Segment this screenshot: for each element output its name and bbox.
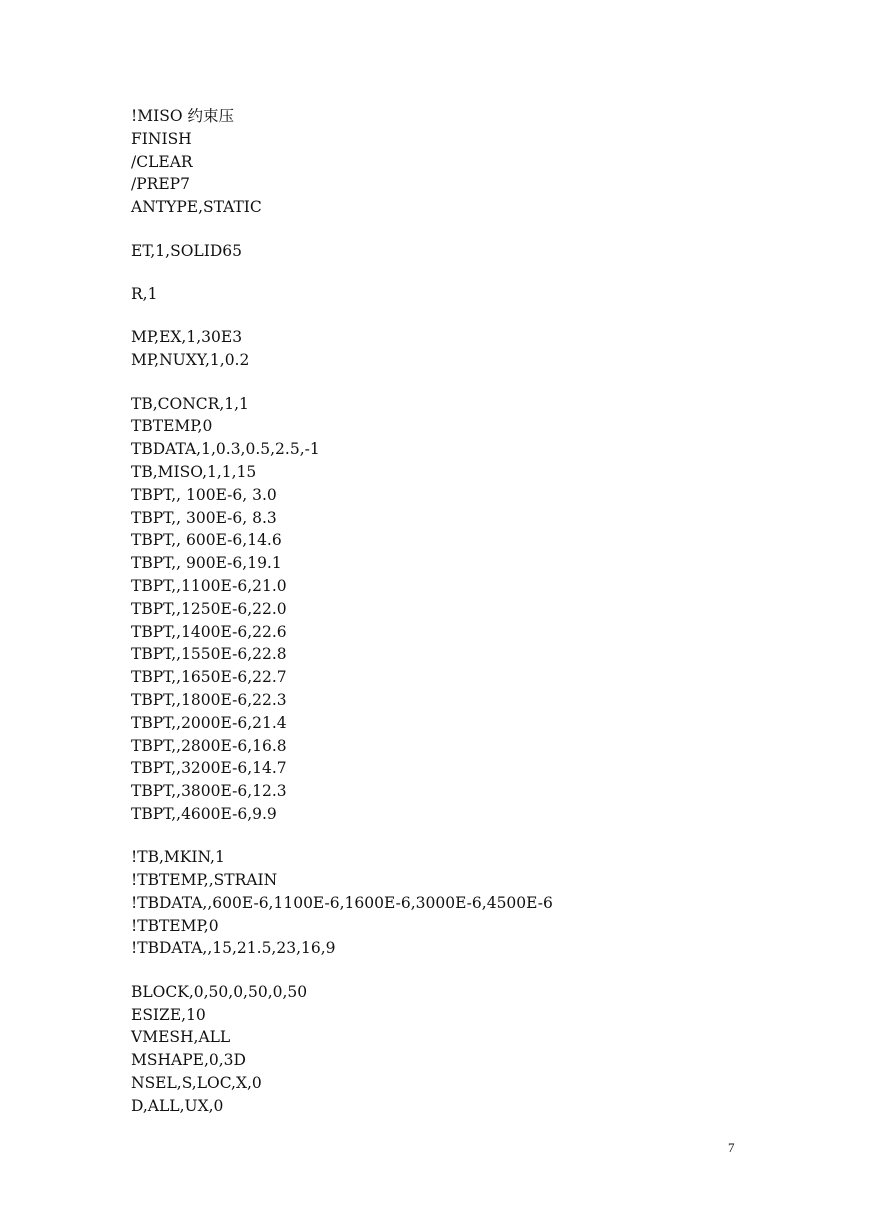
code-line: ESIZE,10 [131, 1005, 206, 1024]
code-line: TBPT,, 100E-6, 3.0 [131, 485, 277, 504]
code-line: R,1 [131, 284, 158, 303]
code-listing [131, 105, 771, 1118]
code-line: !TBTEMP,,STRAIN [131, 871, 278, 890]
code-line: TB,CONCR,1,1 [131, 394, 249, 413]
code-line: D,ALL,UX,0 [131, 1096, 224, 1115]
code-line: ANTYPE,STATIC [131, 198, 262, 217]
code-line: TBPT,,1400E-6,22.6 [131, 622, 287, 641]
code-line: MP,EX,1,30E3 [131, 328, 243, 347]
code-line: /PREP7 [131, 175, 190, 194]
code-line: !MISO 约束压 [131, 107, 234, 125]
code-line: TBPT,,3200E-6,14.7 [131, 759, 287, 778]
blank-line [131, 306, 771, 327]
page-number: 7 [728, 1140, 735, 1155]
code-line: /CLEAR [131, 152, 193, 171]
code-line: TBDATA,1,0.3,0.5,2.5,-1 [131, 440, 320, 459]
code-line: FINISH [131, 129, 192, 148]
code-line: TBPT,,1550E-6,22.8 [131, 645, 287, 664]
code-line: VMESH,ALL [131, 1028, 231, 1047]
code-line: TB,MISO,1,1,15 [131, 462, 257, 481]
code-line: MP,NUXY,1,0.2 [131, 351, 250, 370]
blank-line [131, 372, 771, 393]
code-line: TBPT,, 600E-6,14.6 [131, 531, 282, 550]
code-line: TBPT,,1100E-6,21.0 [131, 576, 287, 595]
code-line: TBPT,,2800E-6,16.8 [131, 736, 287, 755]
code-line: !TB,MKIN,1 [131, 848, 225, 867]
blank-line [131, 219, 771, 240]
code-line: NSEL,S,LOC,X,0 [131, 1074, 262, 1093]
code-line: TBPT,,2000E-6,21.4 [131, 713, 287, 732]
code-line: TBTEMP,0 [131, 417, 213, 436]
code-line: TBPT,,3800E-6,12.3 [131, 782, 287, 801]
code-line: TBPT,,4600E-6,9.9 [131, 804, 277, 823]
code-line: TBPT,,1650E-6,22.7 [131, 668, 287, 687]
code-line: BLOCK,0,50,0,50,0,50 [131, 982, 308, 1001]
code-line: !TBDATA,,15,21.5,23,16,9 [131, 939, 336, 958]
code-line: !TBDATA,,600E-6,1100E-6,1600E-6,3000E-6,4500E-6 [131, 893, 553, 912]
code-line: TBPT,, 300E-6, 8.3 [131, 508, 277, 527]
blank-line [131, 262, 771, 283]
code-line: TBPT,,1800E-6,22.3 [131, 690, 287, 709]
code-line: ET,1,SOLID65 [131, 241, 242, 260]
blank-line [131, 960, 771, 981]
code-line: TBPT,, 900E-6,19.1 [131, 554, 282, 573]
blank-line [131, 826, 771, 847]
code-line: MSHAPE,0,3D [131, 1051, 246, 1070]
code-line: !TBTEMP,0 [131, 916, 219, 935]
code-line: TBPT,,1250E-6,22.0 [131, 599, 287, 618]
